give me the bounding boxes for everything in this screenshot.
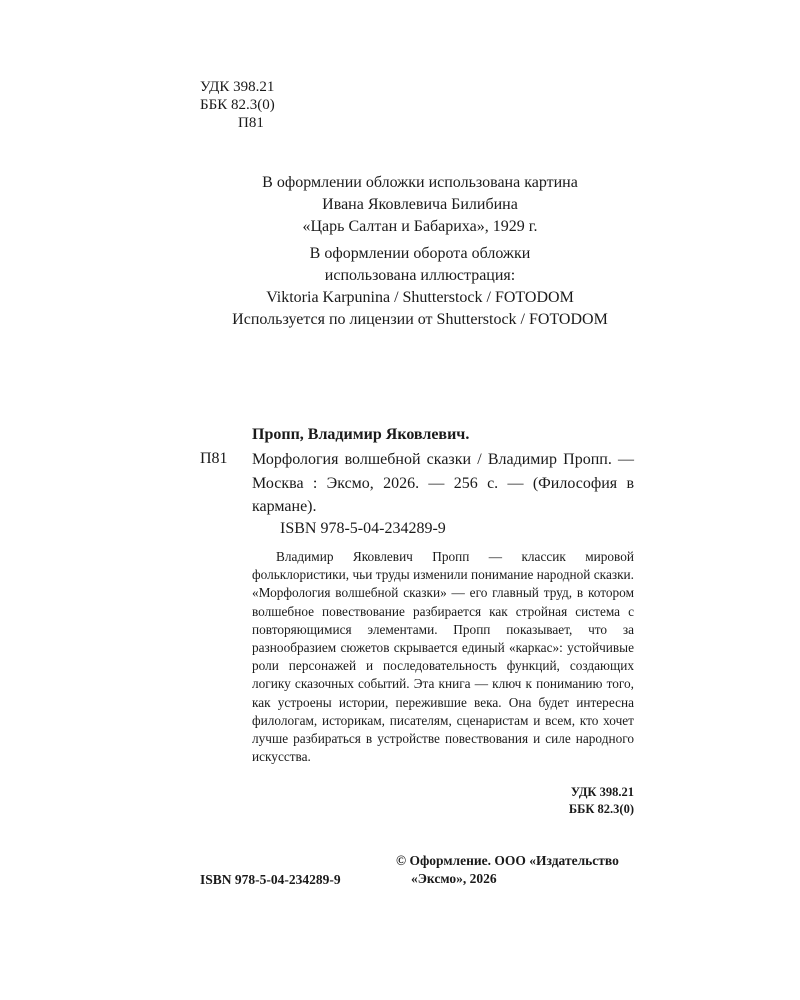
back-credit-line: Viktoria Karpunina / Shutterstock / FOTODOM xyxy=(266,289,574,306)
cover-credit-line: Ивана Яковлевича Билибина xyxy=(322,196,518,213)
bbk-code: ББК 82.3(0) xyxy=(200,97,275,113)
back-cover-credits xyxy=(150,243,690,331)
copyright-line: «Эксмо», 2026 xyxy=(411,871,497,886)
footer-isbn: ISBN 978-5-04-234289-9 xyxy=(200,872,341,887)
cover-credits xyxy=(150,172,690,238)
cover-credit-line: В оформлении обложки использована картина xyxy=(262,174,578,191)
back-credit-line: использована иллюстрация: xyxy=(324,267,516,284)
author-heading: Пропп, Владимир Яковлевич. xyxy=(252,426,470,443)
udk-code: УДК 398.21 xyxy=(200,79,275,95)
classification-codes xyxy=(200,78,275,132)
author-mark: П81 xyxy=(238,115,264,131)
catalog-isbn: ISBN 978-5-04-234289-9 xyxy=(280,520,446,537)
back-credit-line: В оформлении оборота обложки xyxy=(309,245,531,262)
bibliographic-description: Морфология волшебной сказки / Владимир Пропп. — Москва : Эксмо, 2026. — 256 с. — (Философия в кармане). xyxy=(252,451,634,515)
catalog-codes xyxy=(520,784,634,818)
cover-credit-line: «Царь Салтан и Бабариха», 1929 г. xyxy=(302,218,538,235)
back-credit-line: Используется по лицензии от Shutterstock / FOTODOM xyxy=(232,311,608,328)
catalog-udk: УДК 398.21 xyxy=(570,785,634,799)
annotation: Владимир Яковлевич Пропп — классик мировой фольклористики, чьи труды изменили понимание народной сказки. «Морфология волшебной сказки» — его главный труд, в котором волшебное повествование разбирается как стройная система с повторяющимися элементами. Пропп показывает, что за разнообразием сюжетов скрывается единый «каркас»: устойчивые роли персонажей и последовательность функций, создающих логику сказочных событий. Эта книга — ключ к пониманию того, как устроены истории, пережившие века. Она будет интересна филологам, историкам, писателям, сценаристам и всем, кто хочет лучше разбираться в устройстве повествования и силе народного искусства. xyxy=(252,549,634,765)
copyright-notice xyxy=(396,852,636,888)
catalog-bbk: ББК 82.3(0) xyxy=(568,802,634,816)
copyright-line: © Оформление. ООО «Издательство xyxy=(396,853,619,868)
index-mark: П81 xyxy=(200,450,228,467)
